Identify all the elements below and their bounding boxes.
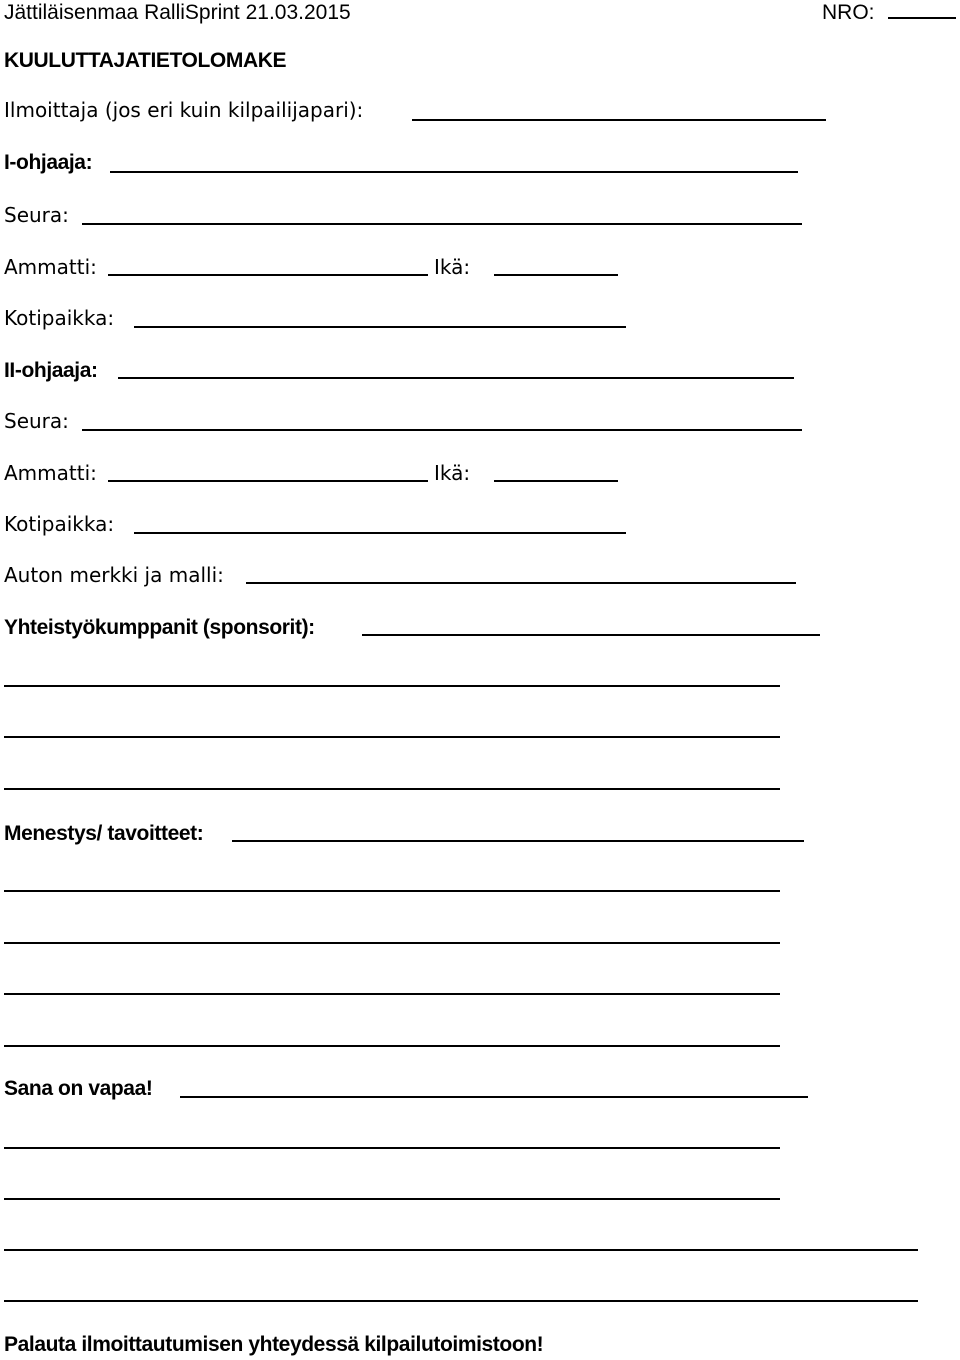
car-field-line[interactable] <box>246 582 796 584</box>
driver2-label: II-ohjaaja: <box>4 359 98 382</box>
success-extra-line-2[interactable] <box>4 942 780 944</box>
driver2-club-field-line[interactable] <box>82 429 802 431</box>
footer-note: Palauta ilmoittautumisen yhteydessä kilpailutoimistoon! <box>4 1333 544 1356</box>
driver1-club-label: Seura: <box>4 203 69 227</box>
driver1-age-field-line[interactable] <box>494 274 618 276</box>
driver1-field-line[interactable] <box>110 171 798 173</box>
driver2-occupation-label: Ammatti: <box>4 461 97 485</box>
event-title: Jättiläisenmaa RalliSprint 21.03.2015 <box>4 1 351 24</box>
success-extra-line-1[interactable] <box>4 890 780 892</box>
driver2-occupation-field-line[interactable] <box>108 480 428 482</box>
driver2-hometown-label: Kotipaikka: <box>4 512 115 536</box>
driver1-hometown-field-line[interactable] <box>134 326 626 328</box>
free-word-field-line[interactable] <box>180 1096 808 1098</box>
driver1-age-label: Ikä: <box>434 255 471 279</box>
registrant-label: Ilmoittaja (jos eri kuin kilpailijapari): <box>4 98 364 122</box>
driver1-club-field-line[interactable] <box>82 223 802 225</box>
driver2-hometown-field-line[interactable] <box>134 532 626 534</box>
number-field-line[interactable] <box>888 17 956 19</box>
driver2-age-label: Ikä: <box>434 461 471 485</box>
sponsors-label: Yhteistyökumppanit (sponsorit): <box>4 616 315 639</box>
sponsors-extra-line-3[interactable] <box>4 788 780 790</box>
free-word-extra-line-4[interactable] <box>4 1300 918 1302</box>
driver1-hometown-label: Kotipaikka: <box>4 306 115 330</box>
sponsors-extra-line-1[interactable] <box>4 685 780 687</box>
driver2-age-field-line[interactable] <box>494 480 618 482</box>
number-label: NRO: <box>822 1 875 24</box>
free-word-extra-line-3[interactable] <box>4 1249 918 1251</box>
driver2-field-line[interactable] <box>118 377 794 379</box>
driver1-occupation-label: Ammatti: <box>4 255 97 279</box>
success-extra-line-3[interactable] <box>4 993 780 995</box>
free-word-extra-line-2[interactable] <box>4 1198 780 1200</box>
sponsors-field-line[interactable] <box>362 634 820 636</box>
car-label: Auton merkki ja malli: <box>4 563 224 587</box>
driver1-occupation-field-line[interactable] <box>108 274 428 276</box>
free-word-extra-line-1[interactable] <box>4 1147 780 1149</box>
success-label: Menestys/ tavoitteet: <box>4 822 204 845</box>
success-field-line[interactable] <box>232 840 804 842</box>
registrant-field-line[interactable] <box>412 119 826 121</box>
free-word-label: Sana on vapaa! <box>4 1077 153 1100</box>
driver2-club-label: Seura: <box>4 409 69 433</box>
driver1-label: I-ohjaaja: <box>4 151 93 174</box>
form-title: KUULUTTAJATIETOLOMAKE <box>4 49 287 72</box>
success-extra-line-4[interactable] <box>4 1045 780 1047</box>
sponsors-extra-line-2[interactable] <box>4 736 780 738</box>
